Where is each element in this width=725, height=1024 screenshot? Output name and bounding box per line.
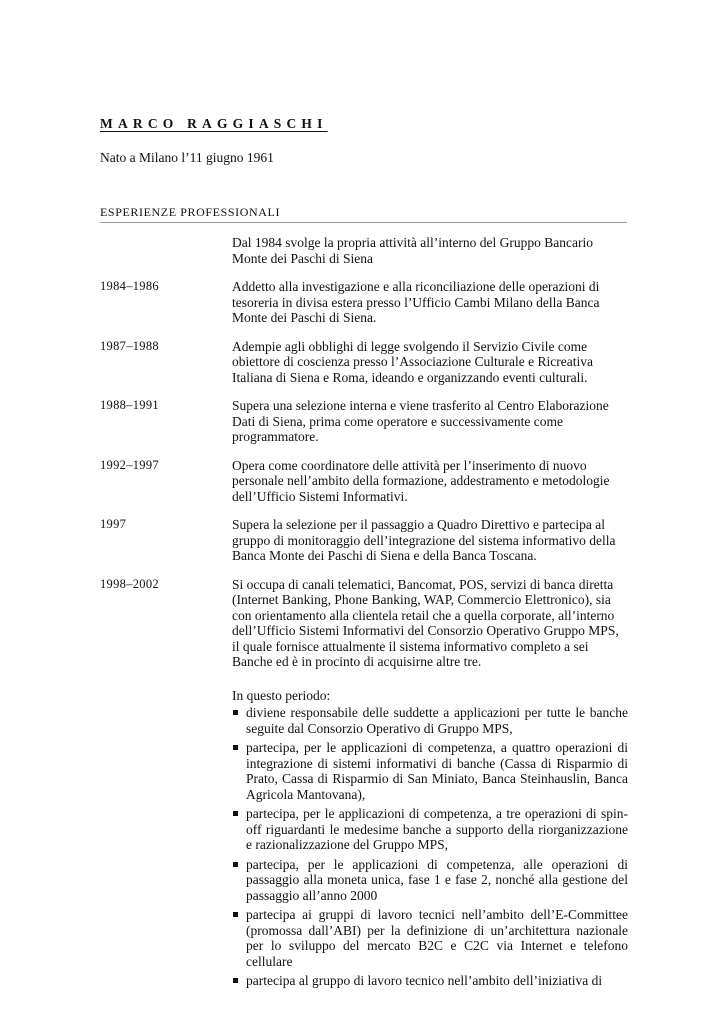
bullet-text: diviene responsabile delle suddette a applicazioni per tutte le banche seguite dal Consorzio Operativo di Gruppo MPS, [246,705,628,736]
period-intro: In questo periodo: [232,687,331,703]
entry-description: Addetto alla investigazione e alla riconciliazione delle operazioni di tesoreria in divisa estera presso l’Ufficio Cambi Milano della Banca Monte dei Paschi di Siena. [232,279,600,325]
experience-entry [100,458,628,505]
period-bullet-list [232,705,628,989]
entry-years: 1987–1988 [100,338,159,353]
experience-list [100,235,628,993]
list-item [232,907,628,969]
entry-description: Adempie agli obblighi di legge svolgendo il Servizio Civile come obiettore di coscienza presso l’Associazione Culturale e Ricreativa Italiana di Siena e Roma, ideando e organizzando eventi culturali. [232,338,593,385]
experience-entry [100,235,628,266]
list-item [232,806,628,853]
entry-years: 1992–1997 [100,457,159,472]
bullet-text: partecipa, per le applicazioni di competenza, a quattro operazioni di integrazione di sistemi informativi di banche (Cassa di Risparmio di Prato, Cassa di Risparmio di San Miniato, Banca Steinhauslin, Banca Agricola Mantovana), [246,740,628,802]
bullet-square-icon [233,912,238,917]
entry-years: 1997 [100,517,127,531]
entry-years: 1988–1991 [100,398,159,412]
experience-entry [100,279,628,326]
entry-description: Si occupa di canali telematici, Bancomat, POS, servizi di banca diretta (Internet Banking, Phone Banking, WAP, Commercio Elettronico), sia con orientamento alla clientela retail che a quella corporate, all’interno dell’Ufficio Sistemi Informativi del Consorzio Operativo Gruppo MPS, il quale fornisce attualmente il sistema informativo completo a sei Banche ed è in procinto di acquisirne altre tre. [232,576,619,669]
period-note [100,688,628,989]
bullet-text: partecipa ai gruppi di lavoro tecnici nell’ambito dell’E-Committee (promossa dall’ABI) per la definizione di un’architettura nazionale per lo sviluppo del mercato B2C e C2C via Internet e telefono cellulare [246,907,628,969]
entry-years: 1998–2002 [100,576,159,591]
bullet-text: partecipa, per le applicazioni di competenza, alle operazioni di passaggio alla moneta unica, fase 1 e fase 2, nonché alla gestione del passaggio all’anno 2000 [246,856,628,903]
list-item [232,973,628,989]
section-title: ESPERIENZE PROFESSIONALI [100,205,627,223]
bullet-square-icon [233,811,238,816]
bullet-text: partecipa al gruppo di lavoro tecnico nell’ambito dell’iniziativa di [246,973,603,988]
list-item [232,705,628,736]
entry-description: Supera una selezione interna e viene trasferito al Centro Elaborazione Dati di Siena, prima come operatore e successivamente come programmatore. [232,398,609,444]
experience-entry [100,339,628,386]
list-item [232,740,628,802]
bullet-square-icon [233,862,238,867]
entry-years: 1984–1986 [100,279,159,293]
bullet-square-icon [233,978,238,983]
bullet-text: partecipa, per le applicazioni di competenza, a tre operazioni di spin-off riguardanti le medesime banche a supporto della riorganizzazione e razionalizzazione del Gruppo MPS, [246,806,628,852]
entry-description: Opera come coordinatore delle attività per l’inserimento di nuovo personale nell’ambito della formazione, addestramento e metodologie dell’Ufficio Sistemi Informativi. [232,457,610,504]
entry-years [100,235,232,266]
bullet-square-icon [233,745,238,750]
entry-description: Supera la selezione per il passaggio a Quadro Direttivo e partecipa al gruppo di monitoraggio dell’integrazione del sistema informativo della Banca Monte dei Paschi di Siena e della Banca Toscana. [232,517,616,563]
bullet-square-icon [233,710,238,715]
experience-entry [100,517,628,564]
list-item [232,857,628,904]
person-name: MARCO RAGGIASCHI [100,116,328,131]
birth-info: Nato a Milano l’11 giugno 1961 [100,150,274,165]
entry-description: Dal 1984 svolge la propria attività all’interno del Gruppo Bancario Monte dei Paschi di Siena [232,235,594,266]
experience-entry [100,398,628,445]
experience-entry [100,577,628,670]
